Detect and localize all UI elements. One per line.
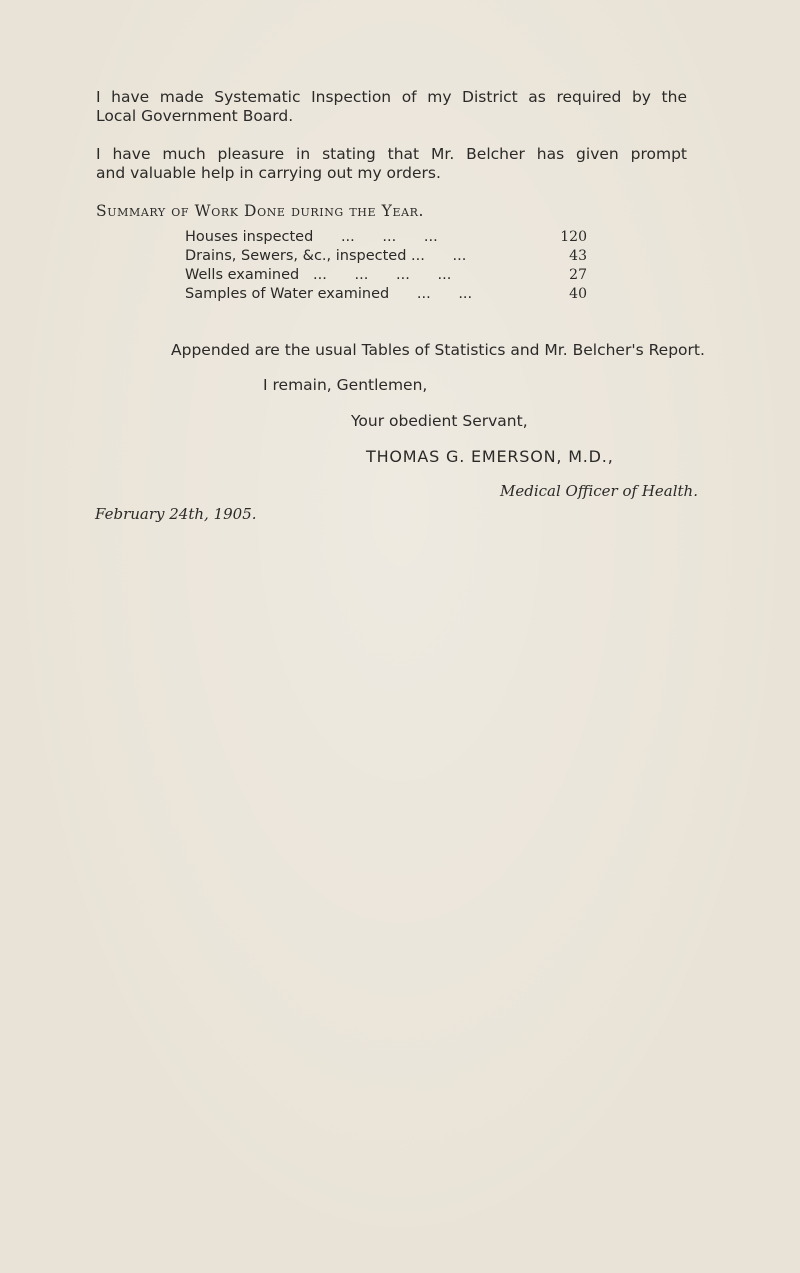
closing-remain: I remain, Gentlemen, <box>263 376 428 394</box>
paragraph-line: and valuable help in carrying out my orders. <box>96 164 441 182</box>
closing-obedient: Your obedient Servant, <box>351 412 528 430</box>
summary-table <box>185 228 605 304</box>
summary-row-label: Houses inspected ... ... ... <box>185 229 438 245</box>
paragraph-line: I have much pleasure in stating that Mr. Belcher has given prompt <box>96 145 687 163</box>
summary-row <box>185 285 605 304</box>
summary-row-value: 40 <box>569 286 587 302</box>
paragraph-line: Local Government Board. <box>96 107 294 125</box>
summary-row-label: Drains, Sewers, &c., inspected ... ... <box>185 248 467 264</box>
summary-row-value: 43 <box>569 248 587 264</box>
signer-name: THOMAS G. EMERSON, M.D., <box>366 447 614 466</box>
summary-row <box>185 266 605 285</box>
paragraph-inspection <box>96 88 687 126</box>
summary-row <box>185 228 605 247</box>
paragraph-line: I have made Systematic Inspection of my District as required by the <box>96 88 687 106</box>
summary-row-label: Samples of Water examined ... ... <box>185 286 473 302</box>
summary-row-value: 120 <box>560 229 587 245</box>
paragraph-acknowledgement <box>96 145 687 183</box>
summary-heading: Summary of Work Done during the Year. <box>96 202 425 220</box>
letter-date: February 24th, 1905. <box>95 505 257 523</box>
appended-statement: Appended are the usual Tables of Statistics and Mr. Belcher's Report. <box>171 341 705 359</box>
summary-row-label: Wells examined ... ... ... ... <box>185 267 452 283</box>
summary-row <box>185 247 605 266</box>
summary-row-value: 27 <box>569 267 587 283</box>
signer-title: Medical Officer of Health. <box>500 482 698 500</box>
